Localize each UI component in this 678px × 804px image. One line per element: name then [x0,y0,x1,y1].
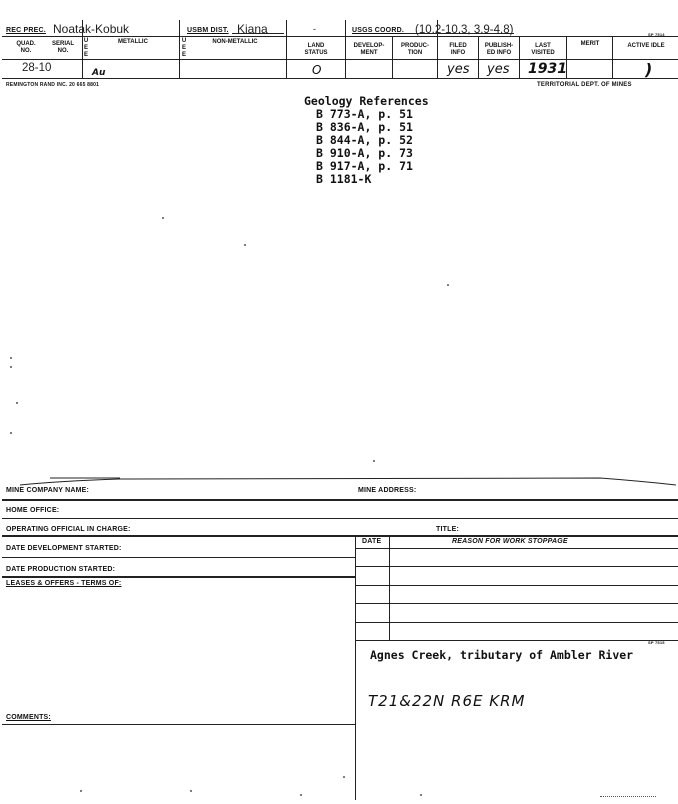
geology-ref: B 1181-K [316,172,372,186]
geology-ref: B 910-A, p. 73 [316,146,413,160]
col-metallic: METALLIC [118,39,148,45]
published-info-value: yes [487,62,510,77]
date-development-label: DATE DEVELOPMENT STARTED: [6,545,122,552]
usbm-dist-value: Kiana [237,22,268,36]
wavy-top-rule [0,474,678,490]
col-serial-no: SERIAL NO. [51,41,74,54]
scan-speck [10,432,12,434]
location-typed: Agnes Creek, tributary of Ambler River [370,648,634,662]
geology-ref: B 773-A, p. 51 [316,107,413,121]
divider-8 [519,36,520,78]
quad-value: 28-10 [22,62,52,74]
divider-6 [437,20,438,78]
scan-speck [190,790,192,792]
scan-speck [300,794,302,796]
scan-speck [343,776,345,778]
divider-7 [478,36,479,78]
home-office-label: HOME OFFICE: [6,507,60,514]
form-number-top: SP 7514 [648,32,665,37]
home-office-rule [2,518,678,519]
coord-underline [404,33,514,34]
comments-rule [2,724,355,725]
col-published-info: PUBLISH-ED INFO [484,43,514,56]
col-ues-nonmetallic: U E E [181,38,187,58]
geology-ref: B 917-A, p. 71 [316,159,413,173]
date-production-rule [2,576,355,578]
official-rule [2,535,678,537]
header-top-rule [2,36,678,37]
col-last-visited: LAST VISITED [531,43,555,56]
center-divider [355,535,356,800]
usgs-coord-label: USGS COORD. [352,27,404,34]
col-merit: MERIT [580,41,600,47]
header-band [0,0,678,37]
col-active-idle: ACTIVE IDLE [627,43,665,49]
active-idle-mark: ) [645,60,653,79]
operating-official-label: OPERATING OFFICIAL IN CHARGE: [6,526,131,533]
divider-4 [345,20,346,78]
geology-ref: B 844-A, p. 52 [316,133,413,147]
title-label: TITLE: [436,526,459,533]
scan-speck [10,357,12,359]
date-production-label: DATE PRODUCTION STARTED: [6,566,116,573]
scan-speck [244,244,246,246]
scan-smudge [600,796,656,797]
form-number-bottom: SP 7515 [648,640,665,645]
rec-prec-label: REC PREC. [6,27,46,34]
mine-address-label: MINE ADDRESS: [358,487,417,494]
col-filed-info: FILED INFO [449,43,467,56]
col-non-metallic: NON-METALLIC [212,39,258,45]
col-production: PRODUC-TION [401,43,429,56]
scan-speck [16,402,18,404]
leases-label: LEASES & OFFERS - TERMS OF: [6,580,122,587]
rec-prec-value: Noatak-Kobuk [53,22,130,36]
col-land-status: LAND STATUS [304,43,328,56]
usbm-dist-label: USBM DIST. [187,27,229,34]
geology-ref: B 836-A, p. 51 [316,120,413,134]
land-status-value: O [312,63,322,77]
col-quad-no: QUAD. NO. [16,41,36,54]
col-development: DEVELOP-MENT [353,43,385,56]
usgs-coord-value: (10.2-10.3, 3.9-4.8) [415,24,514,36]
scan-speck [420,794,422,796]
divider-3 [286,20,287,78]
header-dash: - [313,24,316,34]
printer-imprint: REMINGTON RAND INC. 20 665 8801 [6,82,100,88]
last-visited-value: 1931 [528,61,567,77]
geology-title: Geology References [304,94,429,108]
metallic-value: Au [92,68,106,78]
mine-company-label: MINE COMPANY NAME: [6,487,90,494]
stoppage-row-1 [355,566,678,567]
usbm-underline [232,33,284,34]
stoppage-row-2 [355,585,678,586]
col-ues-metallic: U E E [83,38,89,58]
reason-col-header: REASON FOR WORK STOPPAGE [452,538,568,545]
divider-5 [392,36,393,78]
comments-label: COMMENTS: [6,714,51,721]
stoppage-date-divider [389,535,390,640]
date-development-rule [2,557,355,558]
filed-info-value: yes [447,62,470,77]
scan-speck [373,460,375,462]
divider-10 [612,36,613,78]
stoppage-row-5 [355,640,678,641]
stoppage-row-4 [355,622,678,623]
header-bottom-rule [2,59,678,60]
stoppage-header-rule [355,548,678,549]
scan-speck [447,284,449,286]
stoppage-row-3 [355,603,678,604]
territorial-dept: TERRITORIAL DEPT. OF MINES [537,82,632,88]
scan-speck [80,790,82,792]
scan-speck [162,217,164,219]
date-col-header: DATE [362,538,382,545]
row-bottom-rule [2,78,678,79]
location-handwritten: T21&22N R6E KRM [368,692,526,710]
scan-speck [10,366,12,368]
mine-company-rule [2,499,678,501]
